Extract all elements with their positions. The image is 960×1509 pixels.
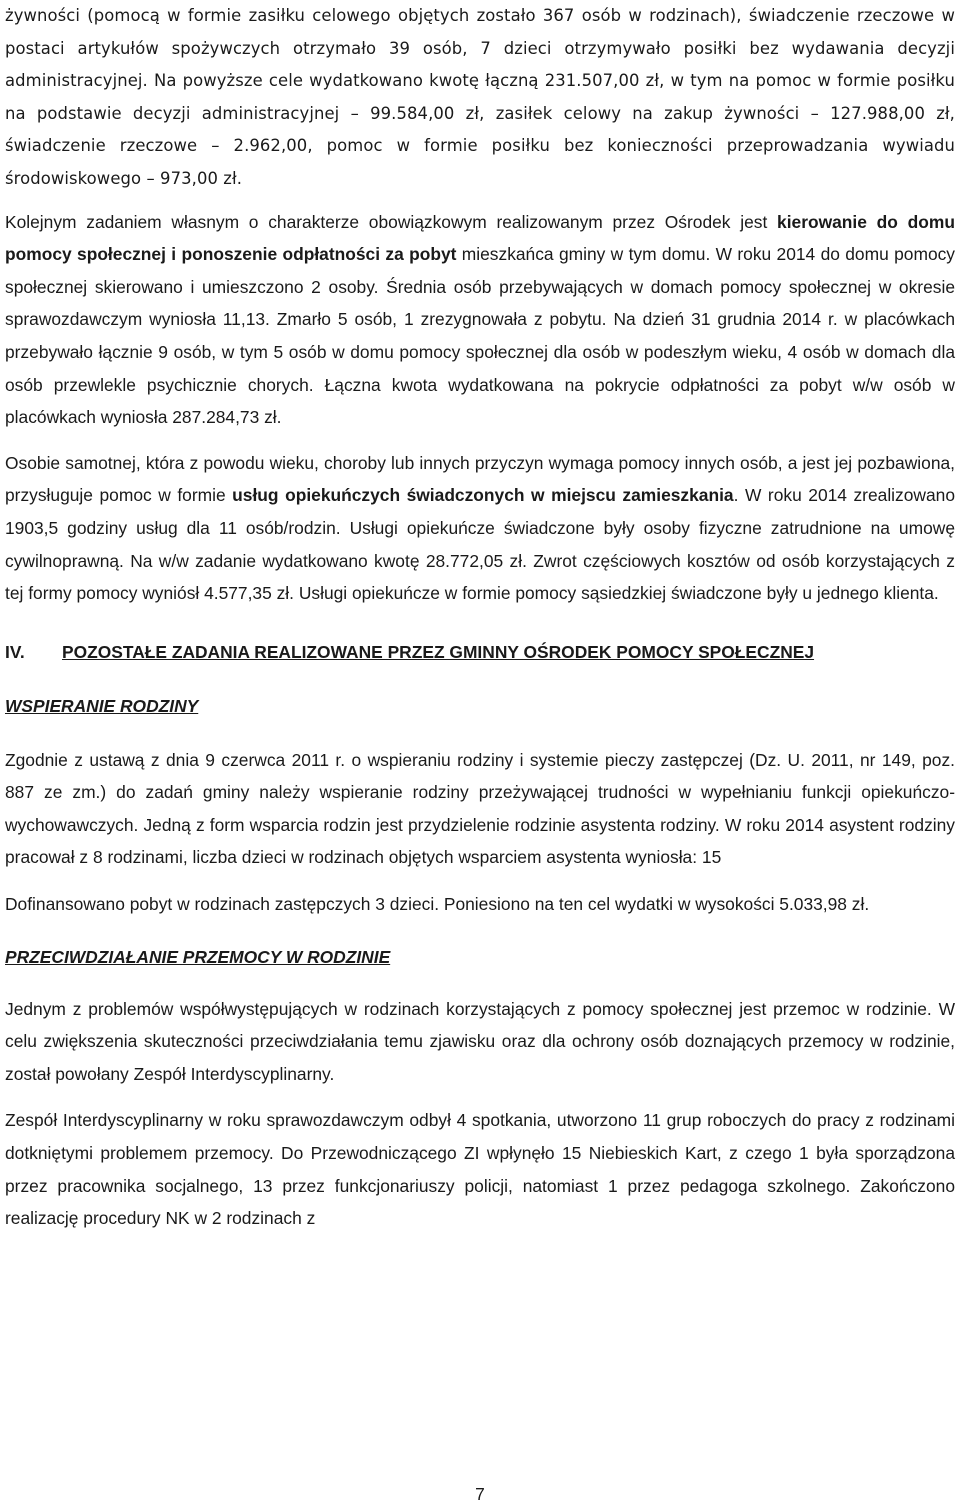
section-title: POZOSTAŁE ZADANIA REALIZOWANE PRZEZ GMINNY OŚRODEK POMOCY SPOŁECZNEJ — [62, 641, 815, 662]
paragraph-violence-intro: Jednym z problemów współwystępujących w rodzinach korzystających z pomocy społecznej jest przemoc w rodzinie. W celu zwiększenia skuteczności przeciwdziałania temu zjawisku oraz dla ochrony osób doznających przemocy w rodzinie, został powołany Zespół Interdyscyplinarny. — [5, 998, 955, 1084]
page-number: 7 — [475, 1484, 485, 1504]
document-page — [5, 0, 955, 1235]
paragraph-care-services-text-2: . W roku 2014 zrealizowano 1903,5 godziny usług dla 11 osób/rodzin. Usługi opiekuńcze świadczone były osoby fizyczne zatrudnione na umowę cywilnoprawną. Na w/w zadanie wydatkowano kwotę 28.772,05 zł. Zwrot częściowych kosztów od osób korzystających z tej formy pomocy wyniósł 4.577,35 zł. Usługi opiekuńcze w formie pomocy sąsiedzkiej świadczone były u jednego klienta. — [5, 485, 955, 604]
paragraph-foster-care: Dofinansowano pobyt w rodzinach zastępczych 3 dzieci. Poniesiono na ten cel wydatki w wysokości 5.033,98 zł. — [5, 894, 870, 915]
section-number: IV. — [5, 641, 25, 662]
paragraph-nursing-home-bold: kierowanie do domu pomocy społecznej i ponoszenie odpłatności za pobyt — [5, 211, 955, 265]
section-heading — [5, 636, 955, 668]
paragraph-nursing-home — [5, 206, 955, 434]
paragraph-care-services — [5, 447, 955, 610]
paragraph-interdisciplinary-team: Zespół Interdyscyplinarny w roku sprawozdawczym odbył 4 spotkania, utworzono 11 grup roboczych do pracy z rodzinami dotkniętymi problemem przemocy. Do Przewodniczącego ZI wpłynęło 15 Niebieskich Kart, z czego 1 była sporządzona przez pracownika socjalnego, 13 przez funkcjonariuszy policji, natomiast 1 przez pedagoga szkolnego. Zakończono realizację procedury NK w 2 rodzinach z — [5, 1110, 955, 1229]
paragraph-care-services-text-1: Osobie samotnej, która z powodu wieku, choroby lub innych przyczyn wymaga pomocy innych osób, a jest jej pozbawiona, przysługuje pomoc w formie — [5, 452, 955, 506]
paragraph-nursing-home-text-2: mieszkańca gminy w tym domu. W roku 2014 do domu pomocy społecznej skierowano i umieszczono 2 osoby. Średnia osób przebywających w domach pomocy społecznej w okresie sprawozdawczym wyniosła 11,13. Zmarło 5 osób, 1 zrezygnowała z pobytu. Na dzień 31 grudnia 2014 r. w placówkach przebywało łącznie 9 osób, w tym 5 osób w domu pomocy społecznej dla osób w podeszłym wieku, 4 osób w domach dla osób przewlekle psychicznie chorych. Łączna kwota wydatkowana na pokrycie odpłatności za pobyt w/w osób w placówkach wyniosła 287.284,73 zł. — [5, 244, 956, 428]
subheading-violence-prevention: PRZECIWDZIAŁANIE PRZEMOCY W RODZINIE — [5, 946, 391, 967]
paragraph-care-services-bold: usług opiekuńczych świadczonych w miejscu zamieszkania — [232, 485, 734, 506]
subheading-family-support: WSPIERANIE RODZINY — [5, 695, 199, 716]
paragraph-food-assistance: żywności (pomocą w formie zasiłku celowego objętych zostało 367 osób w rodzinach), świadczenie rzeczowe w postaci artykułów spożywczych otrzymało 39 osób, 7 dzieci otrzymywało posiłki bez wydawania decyzji administracyjnej. Na powyższe cele wydatkowano kwotę łączną 231.507,00 zł, w tym na pomoc w formie posiłku na podstawie decyzji administracyjnej – 99.584,00 zł, zasiłek celowy na zakup żywności – 127.988,00 zł, świadczenie rzeczowe – 2.962,00, pomoc w formie posiłku bez konieczności przeprowadzania wywiadu środowiskowego – 973,00 zł. — [5, 6, 955, 188]
paragraph-nursing-home-text-1: Kolejnym zadaniem własnym o charakterze obowiązkowym realizowanym przez Ośrodek jest — [5, 211, 778, 232]
paragraph-family-support: Zgodnie z ustawą z dnia 9 czerwca 2011 r. o wspieraniu rodziny i systemie pieczy zastępczej (Dz. U. 2011, nr 149, poz. 887 ze zm.) do zadań gminy należy wspieranie rodziny przeżywającej trudności w wypełnianiu funkcji opiekuńczo-wychowawczych. Jedną z form wsparcia rodzin jest przydzielenie rodzinie asystenta rodziny. W roku 2014 asystent rodziny pracował z 8 rodzinami, liczba dzieci w rodzinach objętych wsparciem asystenta wyniosła: 15 — [5, 749, 955, 868]
